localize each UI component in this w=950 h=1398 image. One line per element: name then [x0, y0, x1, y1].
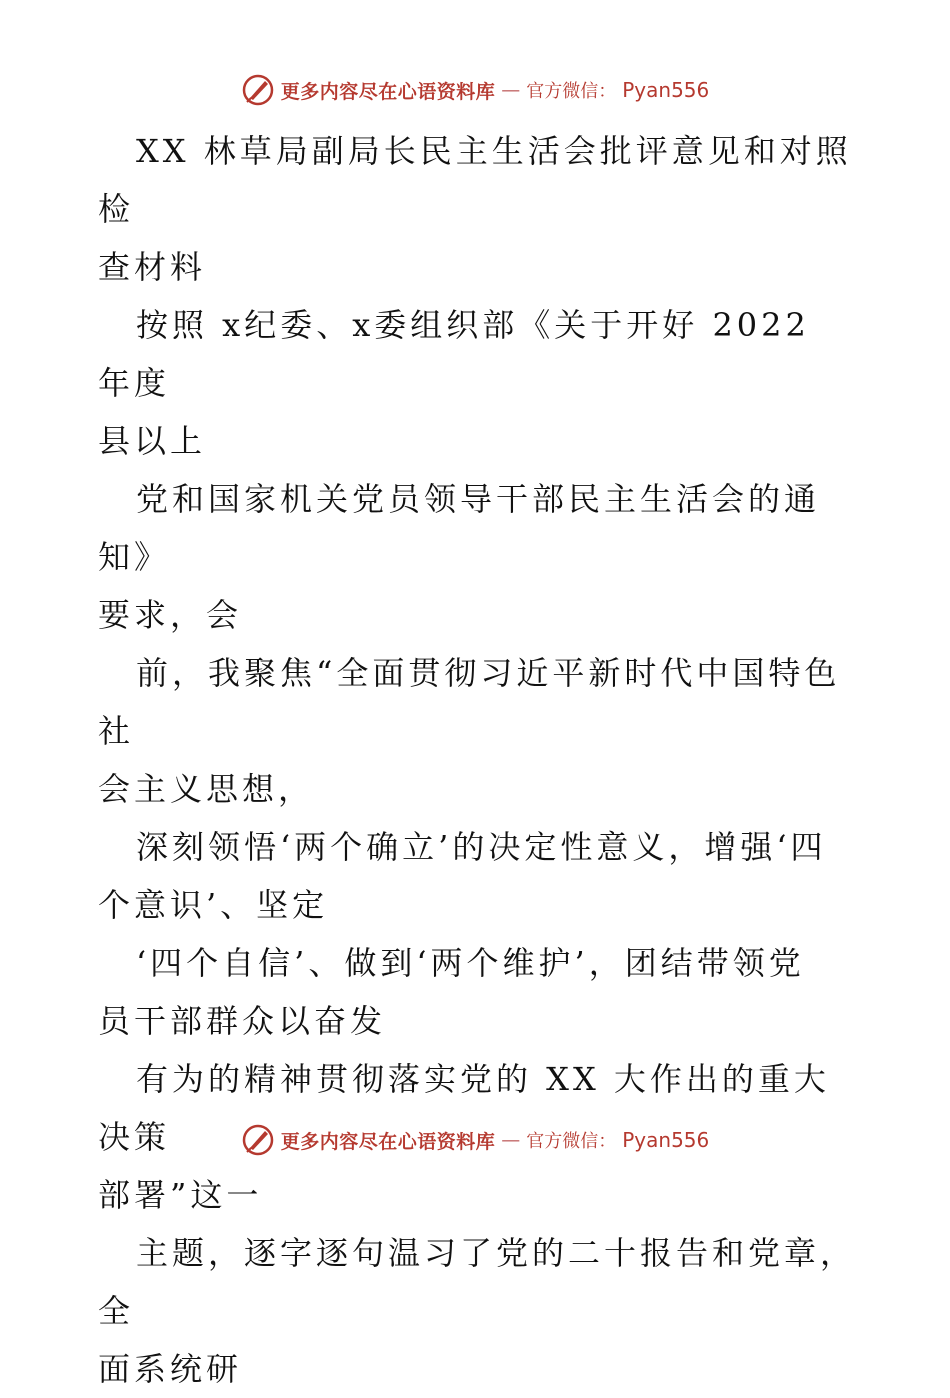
watermark-wechat-label: 官方微信：: [526, 81, 617, 102]
quill-logo-icon: [241, 1123, 275, 1157]
paragraph-line-1: ‘四个自信’、做到‘两个维护’，团结带领党: [136, 944, 805, 982]
footer-watermark: [0, 1122, 950, 1158]
watermark-wechat-id: Pyan556: [622, 1128, 710, 1152]
document-title: [98, 122, 858, 296]
paragraph-line-1: 有为的精神贯彻落实党的 XX 大作出的重大决策: [98, 1060, 830, 1156]
quill-logo-icon: [241, 73, 275, 107]
paragraph-line-1: 党和国家机关党员领导干部民主生活会的通知》: [98, 480, 821, 576]
paragraph-line-1: 深刻领悟‘两个确立’的决定性意义，增强‘四: [136, 828, 827, 866]
paragraph-line-2: 会主义思想，: [98, 770, 315, 808]
paragraph-line-1: 主题，逐字逐句温习了党的二十报告和党章，全: [98, 1234, 857, 1330]
watermark-site-text: 更多内容尽在心语资料库: [280, 1130, 496, 1153]
watermark-separator: —: [501, 1129, 521, 1151]
title-line-2: 查材料: [98, 248, 207, 286]
paragraph-line-2: 要求，会: [98, 596, 243, 634]
document-body: [98, 122, 858, 1398]
paragraph-line-2: 个意识’、坚定: [98, 886, 329, 924]
paragraph-line-2: 员干部群众以奋发: [98, 1002, 387, 1040]
title-line-1: XX 林草局副局长民主生活会批评意见和对照检: [98, 132, 852, 228]
watermark-wechat-label: 官方微信：: [526, 1131, 617, 1152]
paragraph: [98, 1224, 858, 1398]
paragraph: [98, 934, 858, 1050]
paragraph-line-1: 前，我聚焦“全面贯彻习近平新时代中国特色社: [98, 654, 841, 750]
watermark-separator: —: [501, 79, 521, 101]
paragraph-line-2: 面系统研: [98, 1350, 243, 1388]
paragraph: [98, 470, 858, 644]
watermark-wechat-id: Pyan556: [622, 78, 710, 102]
paragraph-line-2: 部署”这一: [98, 1176, 263, 1214]
paragraph: [98, 296, 858, 470]
header-watermark: [0, 72, 950, 108]
paragraph: [98, 818, 858, 934]
paragraph-line-2: 县以上: [98, 422, 207, 460]
paragraph-line-1: 按照 x纪委、x委组织部《关于开好 2022 年度: [98, 306, 810, 402]
paragraph: [98, 644, 858, 818]
watermark-site-text: 更多内容尽在心语资料库: [280, 80, 496, 103]
